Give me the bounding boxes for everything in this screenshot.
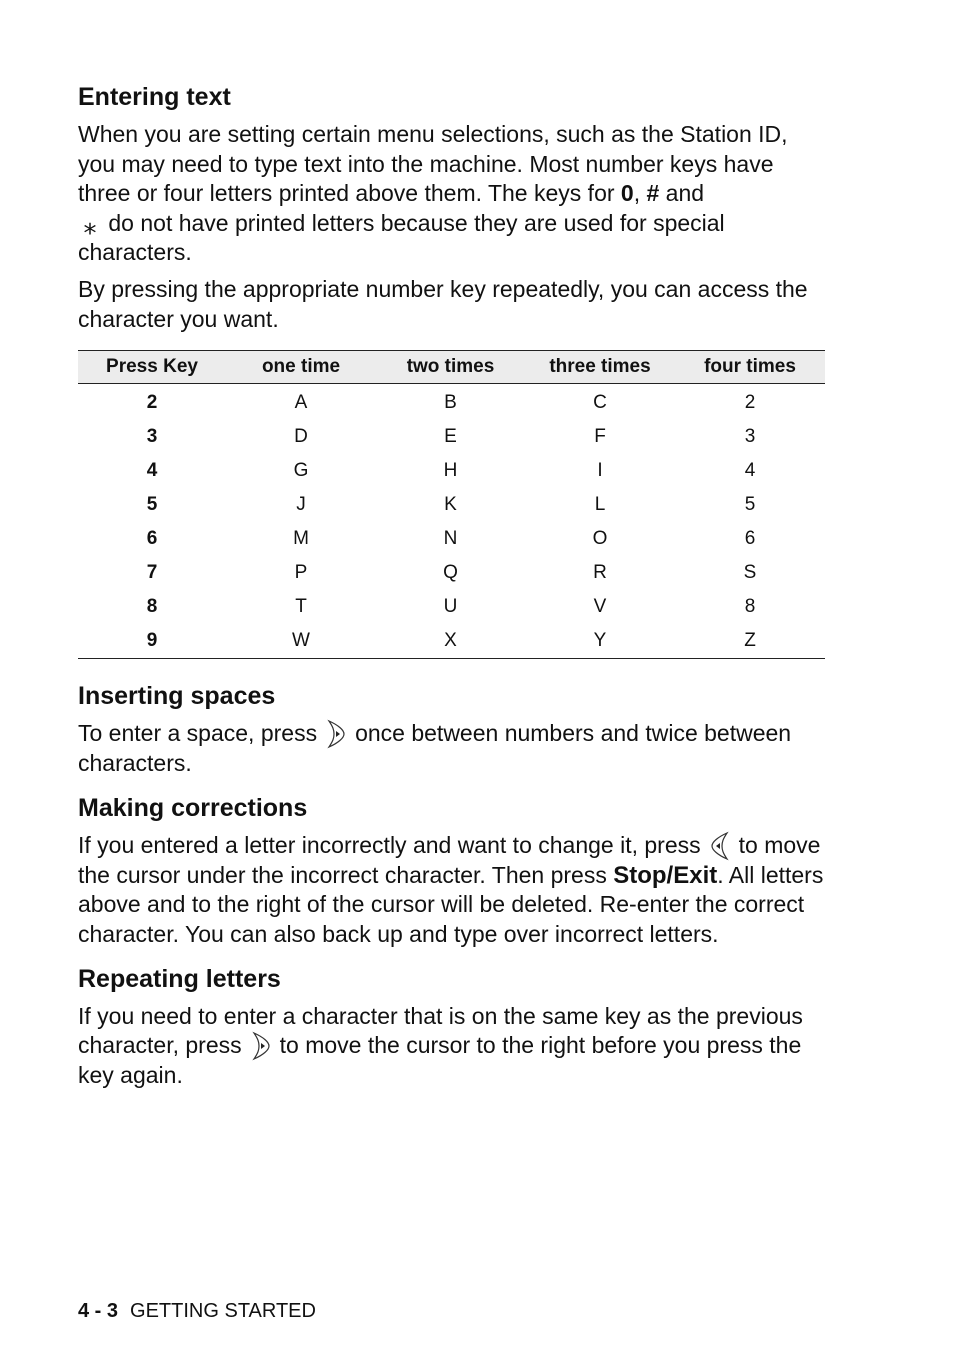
table-cell: V [593,596,607,618]
table-row [78,590,825,624]
table-cell: S [743,562,757,584]
table-cell: R [593,562,607,584]
table-cell: 7 [146,562,158,584]
table-header-row [78,351,825,384]
heading-inserting-spaces: Inserting spaces [78,682,276,711]
table-header-cell: one time [226,351,376,384]
table-cell: U [443,596,458,618]
table-header-cell: four times [675,351,825,384]
table-row [78,488,825,522]
table-cell: B [444,392,457,414]
key-zero: 0 [620,180,634,207]
page-number: 4 - 3 [78,1300,119,1322]
heading-repeating-letters: Repeating letters [78,964,281,993]
stop-exit-key-label: Stop/Exit [613,861,718,889]
table-cell: 6 [146,528,158,550]
key-hash: # [646,180,660,207]
table-cell: P [294,562,308,584]
table-cell: L [594,494,606,516]
table-cell: 4 [146,460,158,482]
table-cell: 8 [146,596,158,618]
table-row [78,624,825,659]
table-row [78,454,825,488]
page-content [78,80,826,1091]
paragraph-making-corrections: If you entered a letter incorrectly and want to change it, press to move the cursor under the incorrect character. Then press Stop/Exit. All letters above and to the right of the cursor will be deleted. Re-enter the correct character. You can also back up and type over incorrect letters. [78,831,824,947]
table-cell: X [376,624,525,659]
table-cell: 2 [744,392,756,414]
right-arrow-key-icon [326,719,346,749]
left-arrow-key-icon [710,831,730,861]
star-key-icon: ⁎ [83,209,97,240]
table-cell: D [294,426,308,448]
heading-entering-text: Entering text [78,83,231,111]
heading-making-corrections: Making corrections [78,793,308,822]
table-cell: 8 [744,596,756,618]
chapter-title: GETTING STARTED [130,1300,316,1322]
table-cell: N [443,528,458,550]
table-cell: 9 [78,624,226,659]
table-header-cell: two times [376,351,525,384]
table-row [78,420,825,454]
paragraph-entering-text-1: When you are setting certain menu selections, such as the Station ID, you may need to type text into the machine. Most number keys have three or four letters printed above them. The keys for 0, # and ⁎ do not have printed letters because they are used for special characters. [78,121,788,266]
table-cell: 3 [146,426,158,448]
table-cell: 2 [146,392,158,414]
table-cell: I [597,460,603,482]
table-cell: F [594,426,606,448]
table-row [78,556,825,590]
table-cell: C [593,392,607,414]
table-cell: O [592,528,608,550]
table-cell: H [443,460,458,482]
table-cell: 5 [744,494,756,516]
table-cell: Q [443,562,458,584]
key-letter-table [78,350,825,659]
table-cell: W [226,624,376,659]
table-header-cell: three times [525,351,675,384]
table-header-cell: Press Key [78,351,226,384]
table-cell: A [294,392,308,414]
page-footer [78,1300,316,1323]
table-cell: 5 [146,494,158,516]
paragraph-entering-text-2: By pressing the appropriate number key repeatedly, you can access the character you want. [78,275,808,332]
paragraph-repeating-letters: If you need to enter a character that is on the same key as the previous character, press to move the cursor to the right before you press the key again. [78,1002,803,1089]
table-row [78,384,825,421]
table-cell: J [296,494,306,516]
table-cell: G [293,460,309,482]
table-cell: T [295,596,307,618]
table-cell: M [293,528,309,550]
table-cell: 4 [744,460,756,482]
table-cell: E [444,426,457,448]
table-row [78,522,825,556]
paragraph-inserting-spaces: To enter a space, press once between numbers and twice between characters. [78,720,792,777]
table-cell: K [444,494,457,516]
table-cell: Z [675,624,825,659]
table-cell: Y [525,624,675,659]
table-cell: 6 [744,528,756,550]
table-cell: 3 [744,426,756,448]
right-arrow-key-icon [251,1031,271,1061]
